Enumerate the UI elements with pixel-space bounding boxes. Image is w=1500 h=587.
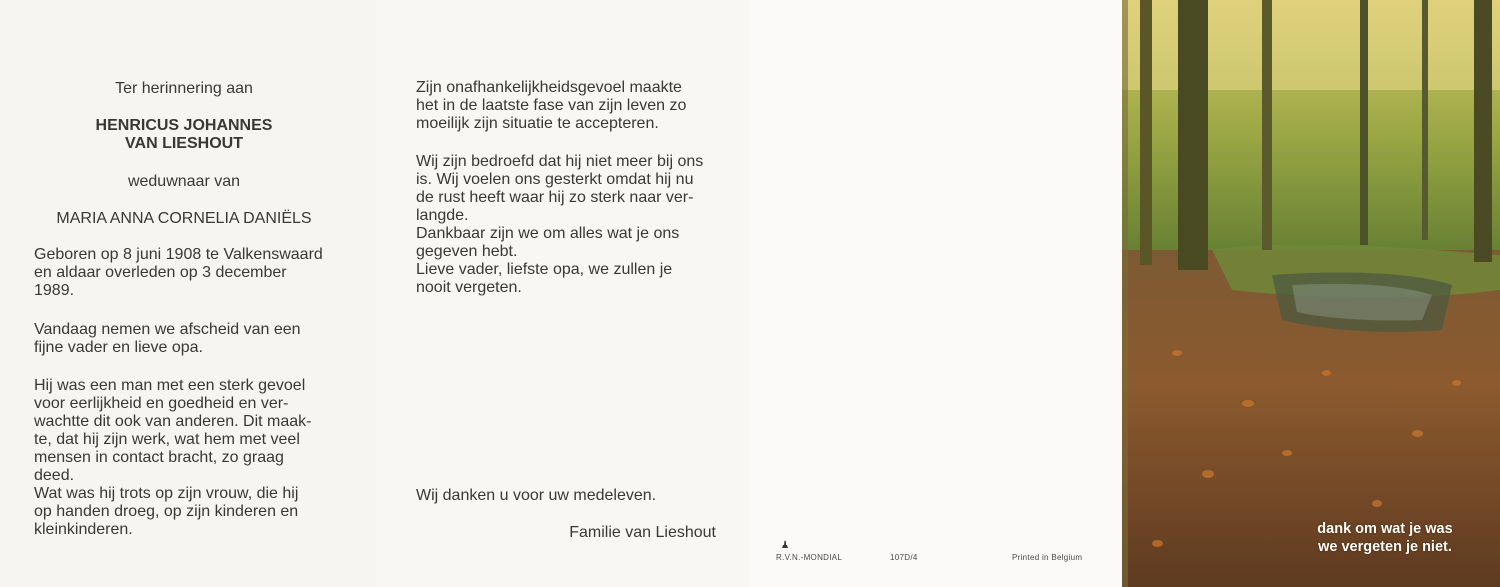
text-line: Wat was hij trots op zijn vrouw, die hij: [34, 485, 299, 502]
panel-back: [750, 0, 1122, 587]
slogan-line1: dank om wat je was: [1317, 521, 1453, 537]
forest-photo: [1122, 0, 1500, 587]
panel-left: [0, 0, 378, 587]
text-line: Dankbaar zijn we om alles wat je ons: [416, 225, 680, 242]
text-line: 1989.: [34, 282, 75, 299]
text-line: langde.: [416, 207, 469, 224]
birth-death-paragraph: [34, 246, 335, 300]
product-code: 107D/4: [890, 553, 918, 562]
leaf-decoration: [1322, 370, 1331, 376]
publisher-text: R.V.N.-MONDIAL: [776, 553, 843, 562]
deceased-name-line2: VAN LIESHOUT: [125, 135, 243, 152]
family-signature: Familie van Lieshout: [569, 524, 716, 541]
text-line: gegeven hebt.: [416, 243, 518, 260]
publisher-logo-icon: [780, 539, 790, 549]
text-line: Lieve vader, liefste opa, we zullen je: [416, 261, 673, 278]
leaf-decoration: [1282, 450, 1292, 456]
text-line: het in de laatste fase van zijn leven zo: [416, 97, 687, 114]
intro-text: Ter herinnering aan: [115, 80, 253, 97]
leaf-decoration: [1172, 350, 1182, 356]
farewell-paragraph: [34, 321, 335, 357]
text-line: kleinkinderen.: [34, 521, 133, 538]
text-line: is. Wij voelen ons gesterkt omdat hij nu: [416, 171, 694, 188]
forest-scene-image: [1122, 0, 1500, 587]
leaf-decoration: [1242, 400, 1254, 407]
text-line: deed.: [34, 467, 75, 484]
spouse-name: MARIA ANNA CORNELIA DANIËLS: [56, 210, 312, 227]
text-line: mensen in contact bracht, zo graag: [34, 449, 284, 466]
text-line: moeilijk zijn situatie te accepteren.: [416, 115, 659, 132]
leaf-decoration: [1412, 430, 1423, 437]
text-line: Hij was een man met een sterk gevoel: [34, 377, 306, 394]
slogan-line2: we vergeten je niet.: [1318, 539, 1452, 555]
printed-in-text: Printed in Belgium: [1012, 553, 1083, 562]
independence-paragraph: [416, 79, 716, 133]
panel-middle: [378, 0, 750, 587]
text-line: de rust heeft waar hij zo sterk naar ver-: [416, 189, 694, 206]
leaf-decoration: [1202, 470, 1214, 478]
text-line: fijne vader en lieve opa.: [34, 339, 203, 356]
text-line: Vandaag nemen we afscheid van een: [34, 321, 301, 338]
text-line: op handen droeg, op zijn kinderen en: [34, 503, 299, 520]
slogan: [1300, 520, 1470, 556]
widower-of-text: weduwnaar van: [127, 173, 241, 190]
text-line: en aldaar overleden op 3 december: [34, 264, 287, 281]
sadness-paragraph: [416, 153, 716, 297]
leaf-decoration: [1452, 380, 1461, 386]
text-line: Geboren op 8 juni 1908 te Valkenswaard: [34, 246, 323, 263]
leaf-decoration: [1152, 540, 1163, 547]
text-line: wachtte dit ook van anderen. Dit maak-: [34, 413, 312, 430]
text-line: Wij zijn bedroefd dat hij niet meer bij ons: [416, 153, 704, 170]
deceased-name-line1: HENRICUS JOHANNES: [95, 117, 273, 134]
leaf-decoration: [1372, 500, 1382, 507]
text-line: te, dat hij zijn werk, wat hem met veel: [34, 431, 300, 448]
text-line: voor eerlijkheid en goedheid en ver-: [34, 395, 289, 412]
thanks-text: Wij danken u voor uw medeleven.: [416, 487, 657, 504]
character-paragraph: [34, 377, 335, 539]
text-line: nooit vergeten.: [416, 279, 522, 296]
text-line: Zijn onafhankelijkheidsgevoel maakte: [416, 79, 682, 96]
